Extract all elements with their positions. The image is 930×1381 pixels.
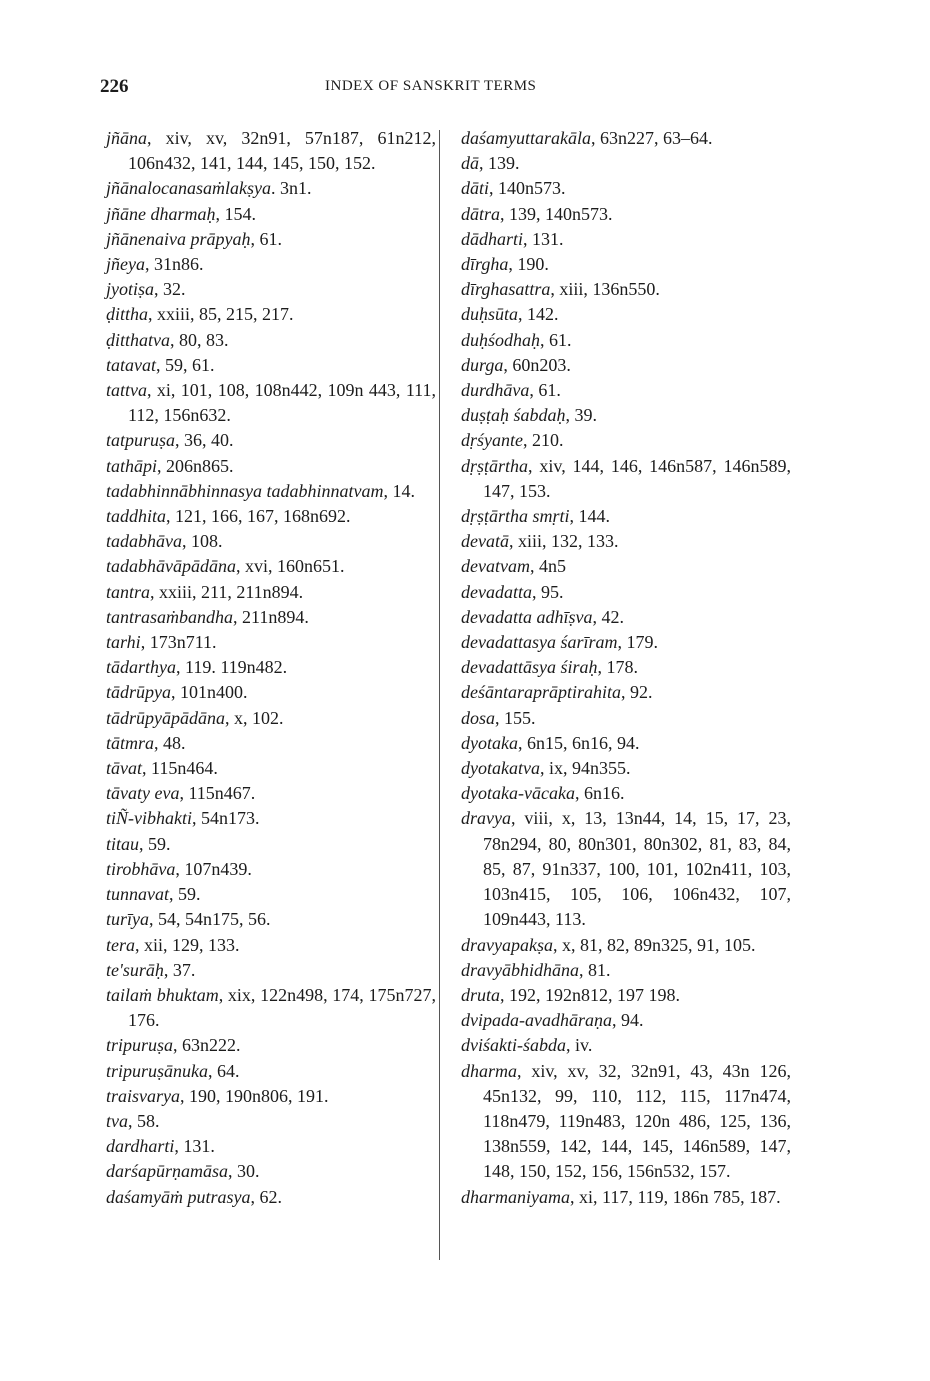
index-entry bbox=[461, 630, 791, 655]
index-term: tathāpi bbox=[106, 455, 158, 476]
index-term: dyotaka-vācaka bbox=[461, 783, 575, 804]
index-entry bbox=[461, 806, 791, 932]
index-term: tripuruṣānuka bbox=[106, 1060, 209, 1081]
index-entry bbox=[461, 302, 791, 327]
index-refs: , 62. bbox=[250, 1186, 282, 1207]
index-term: jñeya bbox=[106, 254, 145, 275]
index-entry bbox=[461, 580, 791, 605]
index-entry bbox=[461, 277, 791, 302]
index-term: dātra bbox=[461, 203, 501, 224]
index-refs: , 95. bbox=[531, 581, 564, 602]
index-entry bbox=[106, 126, 436, 176]
index-entry bbox=[106, 781, 436, 806]
index-term: tātmra bbox=[106, 732, 155, 753]
index-refs: , 63n222. bbox=[173, 1035, 241, 1056]
index-term: durdhāva bbox=[461, 380, 530, 401]
index-refs: , iv. bbox=[566, 1035, 593, 1056]
index-refs: , 206n865. bbox=[157, 455, 234, 476]
index-refs: , viii, x, 13, 13n44, 14, 15, 17, 23, 78n294, 80, 80n301, 80n302, 81, 83, 84, 85, 87, 91n337, 100, 101, 102n411, 103, 103n415, 105, 106, 106n432, 107, 109n443, 113. bbox=[483, 808, 791, 930]
index-refs: . 3n1. bbox=[270, 178, 312, 199]
index-refs: , xxiii, 211, 211n894. bbox=[150, 581, 304, 602]
index-refs: , 59. bbox=[139, 833, 171, 854]
index-entry bbox=[461, 1059, 791, 1185]
index-column-right bbox=[461, 126, 791, 1210]
index-entry bbox=[461, 1185, 791, 1210]
index-refs: , 37. bbox=[163, 959, 196, 980]
index-refs: , 6n16. bbox=[574, 783, 625, 804]
index-entry bbox=[106, 756, 436, 781]
index-term: devatvam bbox=[461, 556, 530, 577]
index-entry bbox=[106, 479, 436, 504]
index-term: tadabhāva bbox=[106, 531, 182, 552]
index-term: tantra bbox=[106, 581, 151, 602]
index-term: dravyābhidhāna bbox=[461, 959, 579, 980]
index-refs: , 101n400. bbox=[171, 682, 248, 703]
index-term: tattva bbox=[106, 380, 147, 401]
index-refs: , xvi, 160n651. bbox=[236, 556, 345, 577]
index-refs: , 39. bbox=[565, 405, 598, 426]
index-term: tantrasaṁbandha bbox=[106, 606, 234, 627]
index-term: duḥsūta bbox=[461, 304, 519, 325]
index-refs: , 192, 192n812, 197 198. bbox=[500, 984, 681, 1005]
index-refs: , 155. bbox=[495, 707, 536, 728]
index-refs: , 108. bbox=[182, 531, 223, 552]
index-entry bbox=[461, 126, 791, 151]
index-term: tva bbox=[106, 1110, 128, 1131]
index-entry bbox=[106, 1159, 436, 1184]
index-term: tādrūpya bbox=[106, 682, 171, 703]
index-refs: , 31n86. bbox=[144, 254, 204, 275]
index-entry bbox=[106, 328, 436, 353]
index-entry bbox=[106, 832, 436, 857]
index-refs: , 54, 54n175, 56. bbox=[149, 909, 271, 930]
index-term: dīrghasattra bbox=[461, 279, 551, 300]
index-refs: , x, 102. bbox=[225, 707, 284, 728]
index-refs: , 210. bbox=[523, 430, 564, 451]
index-term: turīya bbox=[106, 909, 149, 930]
index-term: dāti bbox=[461, 178, 490, 199]
index-entry bbox=[106, 857, 436, 882]
index-refs: , xix, 122n498, 174, 175n727, 176. bbox=[128, 984, 436, 1031]
index-entry bbox=[461, 353, 791, 378]
index-term: te'surāḥ bbox=[106, 959, 164, 980]
index-refs: , 61. bbox=[529, 380, 561, 401]
index-entry bbox=[461, 202, 791, 227]
index-term: durga bbox=[461, 354, 504, 375]
index-refs: , 81. bbox=[578, 959, 611, 980]
index-term: tādarthya bbox=[106, 657, 176, 678]
index-refs: , 179. bbox=[617, 632, 658, 653]
index-refs: , 121, 166, 167, 168n692. bbox=[166, 506, 351, 527]
index-refs: , 59, 61. bbox=[156, 354, 215, 375]
index-term: tāvaty eva bbox=[106, 783, 180, 804]
index-term: dardharti bbox=[106, 1136, 175, 1157]
index-entry bbox=[106, 302, 436, 327]
index-refs: , 61. bbox=[540, 329, 572, 350]
index-term: tiÑ-vibhakti bbox=[106, 808, 192, 829]
index-term: dviśakti-śabda bbox=[461, 1035, 566, 1056]
index-entry bbox=[461, 706, 791, 731]
index-refs: , 61. bbox=[250, 228, 282, 249]
index-term: tadabhāvāpādāna bbox=[106, 556, 236, 577]
index-entry bbox=[106, 554, 436, 579]
index-refs: , 190. bbox=[508, 254, 549, 275]
index-term: devadattāsya śiraḥ bbox=[461, 657, 598, 678]
index-entry bbox=[106, 1033, 436, 1058]
index-refs: , 142. bbox=[518, 304, 559, 325]
index-term: tatpuruṣa bbox=[106, 430, 176, 451]
index-entry bbox=[106, 176, 436, 201]
index-refs: , 119. 119n482. bbox=[176, 657, 288, 678]
index-column-left bbox=[106, 126, 436, 1210]
index-term: dṛṣṭārtha bbox=[461, 455, 529, 476]
index-entry bbox=[461, 403, 791, 428]
index-entry bbox=[106, 454, 436, 479]
index-entry bbox=[461, 252, 791, 277]
index-entry bbox=[461, 605, 791, 630]
index-refs: , 30. bbox=[228, 1161, 260, 1182]
index-entry bbox=[106, 227, 436, 252]
index-term: tarhi bbox=[106, 632, 141, 653]
index-entry bbox=[461, 1008, 791, 1033]
running-head: INDEX OF SANSKRIT TERMS bbox=[325, 78, 537, 94]
index-term: dā bbox=[461, 153, 479, 174]
index-refs: , xii, 129, 133. bbox=[135, 934, 240, 955]
index-refs: , 211n894. bbox=[233, 606, 309, 627]
index-entry bbox=[461, 756, 791, 781]
index-term: dravyapakṣa bbox=[461, 934, 553, 955]
index-term: tādrūpyāpādāna bbox=[106, 707, 225, 728]
index-refs: , 115n467. bbox=[179, 783, 256, 804]
index-term: jñānenaiva prāpyaḥ bbox=[106, 228, 251, 249]
page-number: 226 bbox=[100, 76, 129, 97]
index-entry bbox=[106, 806, 436, 831]
index-refs: , 36, 40. bbox=[175, 430, 234, 451]
index-term: tunnavat bbox=[106, 884, 169, 905]
index-entry bbox=[461, 958, 791, 983]
index-entry bbox=[461, 428, 791, 453]
index-refs: , 4n5 bbox=[529, 556, 566, 577]
index-entry bbox=[106, 1185, 436, 1210]
index-entry bbox=[461, 151, 791, 176]
index-entry bbox=[106, 353, 436, 378]
index-refs: , 139. bbox=[479, 153, 520, 174]
index-refs: , 92. bbox=[621, 682, 653, 703]
index-term: jñāna bbox=[106, 128, 148, 148]
index-term: devatā bbox=[461, 531, 509, 552]
index-entry bbox=[106, 731, 436, 756]
index-entry bbox=[461, 1033, 791, 1058]
index-entry bbox=[106, 655, 436, 680]
index-refs: , 94. bbox=[611, 1010, 644, 1031]
index-entry bbox=[106, 529, 436, 554]
index-entry bbox=[461, 529, 791, 554]
index-refs: , 140n573. bbox=[489, 178, 566, 199]
index-refs: , ix, 94n355. bbox=[539, 758, 631, 779]
index-term: tāvat bbox=[106, 758, 142, 779]
index-term: devadatta adhīṣva bbox=[461, 606, 593, 627]
index-term: tailaṁ bhuktam bbox=[106, 984, 219, 1005]
index-entry bbox=[461, 781, 791, 806]
index-refs: , xiv, 144, 146, 146n587, 146n589, 147, 153. bbox=[483, 455, 791, 501]
index-term: ḍitthatva bbox=[106, 329, 170, 350]
index-refs: , 80, 83. bbox=[170, 329, 229, 350]
index-entry bbox=[106, 882, 436, 907]
index-refs: , xxiii, 85, 215, 217. bbox=[148, 304, 294, 325]
index-refs: , 63n227, 63–64. bbox=[591, 128, 713, 148]
index-refs: , 107n439. bbox=[175, 858, 252, 879]
index-term: devadattasya śarīram bbox=[461, 632, 618, 653]
index-entry bbox=[106, 605, 436, 630]
index-term: jyotiṣa bbox=[106, 279, 154, 300]
index-entry bbox=[106, 202, 436, 227]
index-term: dyotaka bbox=[461, 732, 518, 753]
index-entry bbox=[106, 958, 436, 983]
index-term: dosa bbox=[461, 707, 496, 728]
index-term: jñānalocanasaṁlakṣya bbox=[106, 178, 271, 199]
index-refs: , 190, 190n806, 191. bbox=[180, 1085, 329, 1106]
index-term: ḍittha bbox=[106, 304, 149, 325]
index-term: dādharti bbox=[461, 228, 524, 249]
index-entry bbox=[106, 1059, 436, 1084]
index-refs: , 58. bbox=[128, 1110, 160, 1131]
index-refs: , 131. bbox=[523, 228, 564, 249]
index-entry bbox=[461, 176, 791, 201]
index-entry bbox=[461, 328, 791, 353]
index-refs: , 48. bbox=[154, 732, 186, 753]
index-entry bbox=[461, 378, 791, 403]
index-term: dṛṣṭārtha smṛti bbox=[461, 506, 570, 527]
index-refs: , xiv, xv, 32n91, 57n187, 61n212, 106n432, 141, 144, 145, 150, 152. bbox=[128, 128, 436, 174]
index-entry bbox=[106, 630, 436, 655]
index-refs: , 139, 140n573. bbox=[500, 203, 613, 224]
index-refs: , 144. bbox=[569, 506, 611, 527]
index-entry bbox=[106, 504, 436, 529]
index-entry bbox=[106, 428, 436, 453]
index-term: tirobhāva bbox=[106, 858, 176, 879]
index-entry bbox=[461, 933, 791, 958]
index-refs: , 154. bbox=[215, 203, 256, 224]
index-entry bbox=[461, 554, 791, 579]
index-refs: , 131. bbox=[174, 1136, 215, 1157]
index-entry bbox=[461, 504, 791, 529]
index-term: taddhita bbox=[106, 506, 167, 527]
index-term: jñāne dharmaḥ bbox=[106, 203, 216, 224]
index-refs: , xiii, 136n550. bbox=[550, 279, 660, 300]
index-term: duṣṭaḥ śabdaḥ bbox=[461, 405, 566, 426]
index-refs: , xiv, xv, 32, 32n91, 43, 43n 126, 45n132, 99, 110, 112, 115, 117n474, 118n479, 119n483, 120n 486, 125, 136, 138n559, 142, 144, 145, 146n589, 147, 148, 150, 152, 156, 156n532, 157. bbox=[483, 1060, 791, 1182]
index-entry bbox=[106, 706, 436, 731]
index-term: dharma bbox=[461, 1060, 518, 1081]
index-term: tripuruṣa bbox=[106, 1035, 174, 1056]
index-refs: , 6n15, 6n16, 94. bbox=[517, 732, 640, 753]
index-entry bbox=[106, 277, 436, 302]
index-entry bbox=[106, 378, 436, 428]
index-entry bbox=[461, 731, 791, 756]
index-term: dharmaniyama bbox=[461, 1186, 570, 1207]
index-refs: , 14. bbox=[383, 480, 415, 501]
index-refs: , x, 81, 82, 89n325, 91, 105. bbox=[552, 934, 756, 955]
index-term: duḥśodhaḥ bbox=[461, 329, 541, 350]
index-refs: , 115n464. bbox=[142, 758, 218, 779]
index-term: daśamyuttarakāla bbox=[461, 128, 591, 148]
index-term: tera bbox=[106, 934, 135, 955]
index-term: dvipada-avadhāraṇa bbox=[461, 1010, 612, 1031]
index-term: dṛśyante bbox=[461, 430, 523, 451]
index-term: deśāntaraprāptirahita bbox=[461, 682, 622, 703]
index-term: traisvarya bbox=[106, 1085, 180, 1106]
index-entry bbox=[106, 580, 436, 605]
index-term: dīrgha bbox=[461, 254, 509, 275]
index-refs: , xi, 101, 108, 108n442, 109n 443, 111, 112, 156n632. bbox=[128, 380, 436, 426]
index-refs: , 59. bbox=[169, 884, 201, 905]
index-term: dravya bbox=[461, 808, 511, 829]
index-refs: , 178. bbox=[597, 657, 638, 678]
index-entry bbox=[106, 252, 436, 277]
index-refs: , 64. bbox=[208, 1060, 240, 1081]
index-term: titau bbox=[106, 833, 140, 854]
index-refs: , 173n711. bbox=[140, 632, 217, 653]
index-refs: , 60n203. bbox=[503, 354, 571, 375]
index-term: dyotakatva bbox=[461, 758, 540, 779]
index-refs: , 54n173. bbox=[191, 808, 260, 829]
column-divider bbox=[439, 130, 440, 1260]
index-term: darśapūrṇamāsa bbox=[106, 1161, 229, 1182]
index-entry bbox=[106, 983, 436, 1033]
index-entry bbox=[106, 680, 436, 705]
index-refs: , xi, 117, 119, 186n 785, 187. bbox=[570, 1186, 781, 1207]
index-entry bbox=[106, 1109, 436, 1134]
index-entry bbox=[461, 454, 791, 504]
index-term: daśamyāṁ putrasya bbox=[106, 1186, 251, 1207]
index-refs: , 42. bbox=[592, 606, 624, 627]
index-entry bbox=[461, 983, 791, 1008]
index-refs: , xiii, 132, 133. bbox=[508, 531, 619, 552]
index-entry bbox=[106, 1134, 436, 1159]
index-entry bbox=[461, 227, 791, 252]
index-term: devadatta bbox=[461, 581, 532, 602]
index-term: druta bbox=[461, 984, 501, 1005]
index-entry bbox=[106, 933, 436, 958]
index-term: tadabhinnābhinnasya tadabhinnatvam bbox=[106, 480, 384, 501]
index-refs: , 32. bbox=[154, 279, 186, 300]
index-entry bbox=[106, 907, 436, 932]
index-entry bbox=[461, 655, 791, 680]
index-term: tatavat bbox=[106, 354, 156, 375]
index-entry bbox=[461, 680, 791, 705]
index-entry bbox=[106, 1084, 436, 1109]
